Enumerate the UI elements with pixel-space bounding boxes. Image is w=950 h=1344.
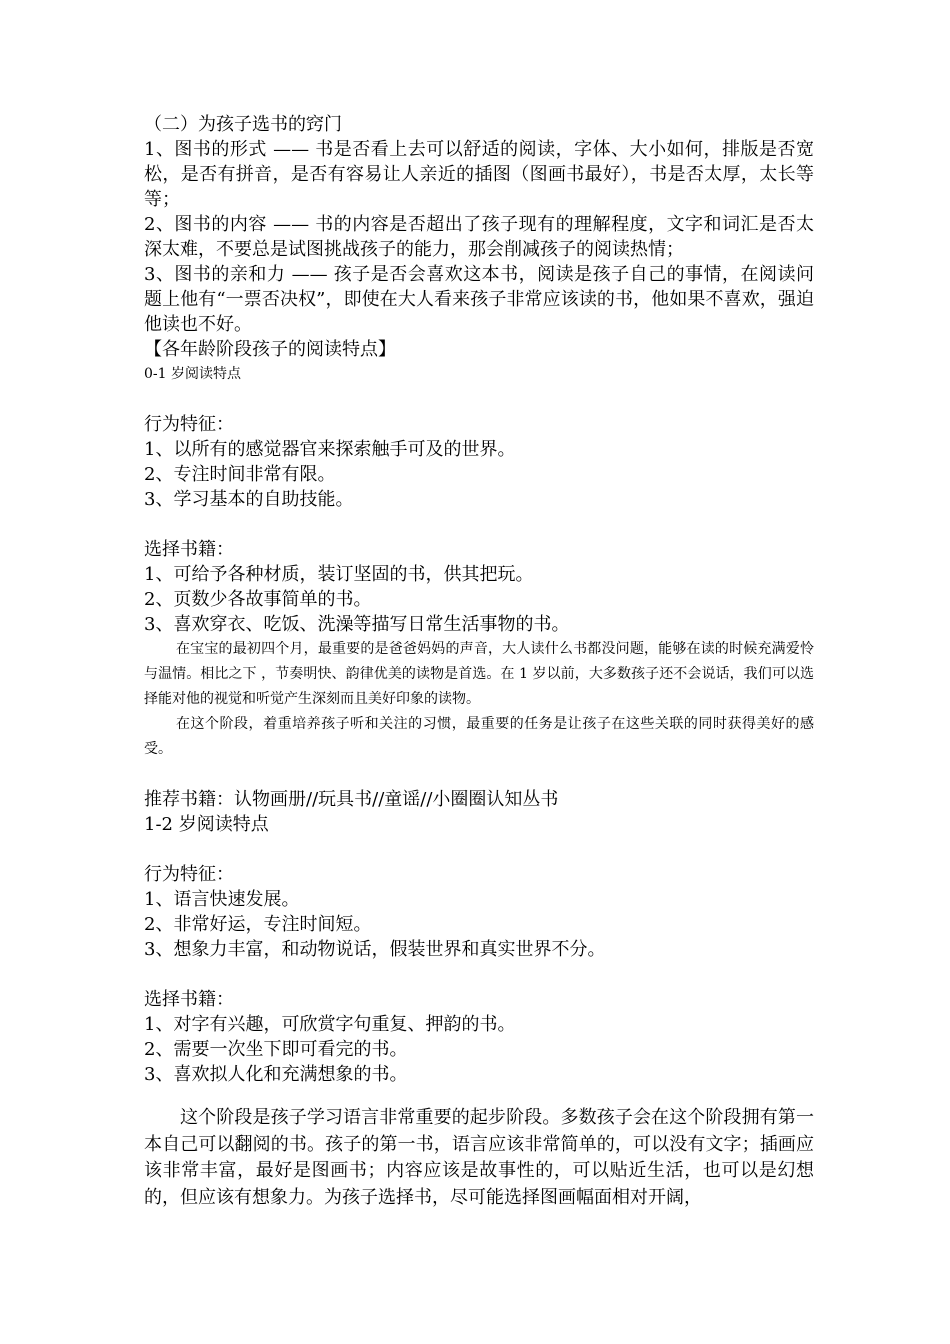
age1-behavior-1: 1、语言快速发展。: [144, 889, 300, 910]
age1-choice-1: 1、对字有兴趣，可欣赏字句重复、押韵的书。: [144, 1014, 516, 1035]
tip-content: 2、图书的内容 —— 书的内容是否超出了孩子现有的理解程度，文字和词汇是否太深太难，不要总是试图挑战孩子的能力，那会削减孩子的阅读热情；: [144, 214, 814, 260]
age1-behavior-label: 行为特征：: [144, 864, 234, 885]
age0-choice-2: 2、页数少各故事简单的书。: [144, 589, 372, 610]
age0-choice-1: 1、可给予各种材质，装订坚固的书，供其把玩。: [144, 564, 534, 585]
section-title: （二）为孩子选书的窍门: [144, 114, 342, 135]
age0-behavior-1: 1、以所有的感觉器官来探索触手可及的世界。: [144, 439, 516, 460]
document-body: [144, 112, 814, 1211]
age0-paragraph-2: 在这个阶段，着重培养孩子听和关注的习惯，最重要的任务是让孩子在这些关联的同时获得美好的感受。: [144, 716, 814, 757]
age0-behavior-2: 2、专注时间非常有限。: [144, 464, 336, 485]
age1-choice-2: 2、需要一次坐下即可看完的书。: [144, 1039, 408, 1060]
age1-choose-label: 选择书籍：: [144, 989, 234, 1010]
age1-title: 1-2 岁阅读特点: [144, 814, 269, 835]
tip-form: 1、图书的形式 —— 书是否看上去可以舒适的阅读，字体、大小如何，排版是否宽松，是否有拼音，是否有容易让人亲近的插图（图画书最好），书是否太厚，太长等等；: [144, 139, 814, 210]
age1-paragraph: 这个阶段是孩子学习语言非常重要的起步阶段。多数孩子会在这个阶段拥有第一本自己可以翻阅的书。孩子的第一书，语言应该非常简单的，可以没有文字；插画应该非常丰富，最好是图画书；内容应该是故事性的，可以贴近生活，也可以是幻想的，但应该有想象力。为孩子选择书，尽可能选择图画幅面相对开阔，: [144, 1107, 814, 1208]
age1-choice-3: 3、喜欢拟人化和充满想象的书。: [144, 1064, 408, 1085]
age1-behavior-3: 3、想象力丰富，和动物说话，假装世界和真实世界不分。: [144, 939, 606, 960]
age1-behavior-2: 2、非常好运，专注时间短。: [144, 914, 372, 935]
age0-title: 0-1 岁阅读特点: [144, 366, 241, 382]
age0-recommend: 推荐书籍：认物画册//玩具书//童谣//小圈圈认知丛书: [144, 789, 559, 810]
tip-affinity: 3、图书的亲和力 —— 孩子是否会喜欢这本书，阅读是孩子自己的事情，在阅读问题上他有“一票否决权”，即使在大人看来孩子非常应该读的书，他如果不喜欢，强迫他读也不好。: [144, 264, 814, 335]
age0-paragraph-1: 在宝宝的最初四个月，最重要的是爸爸妈妈的声音，大人读什么书都没问题，能够在读的时候充满爱怜与温情。相比之下 ，节奏明快、韵律优美的读物是首选。在 1 岁以前，大多数孩子还不会说话，我们可以选择能对他的视觉和听觉产生深刻而且美好印象的读物。: [144, 641, 814, 707]
age0-behavior-label: 行为特征：: [144, 414, 234, 435]
age0-choose-label: 选择书籍：: [144, 539, 234, 560]
age0-behavior-3: 3、学习基本的自助技能。: [144, 489, 354, 510]
age-heading: 【各年龄阶段孩子的阅读特点】: [144, 339, 396, 360]
age0-choice-3: 3、喜欢穿衣、吃饭、洗澡等描写日常生活事物的书。: [144, 614, 570, 635]
